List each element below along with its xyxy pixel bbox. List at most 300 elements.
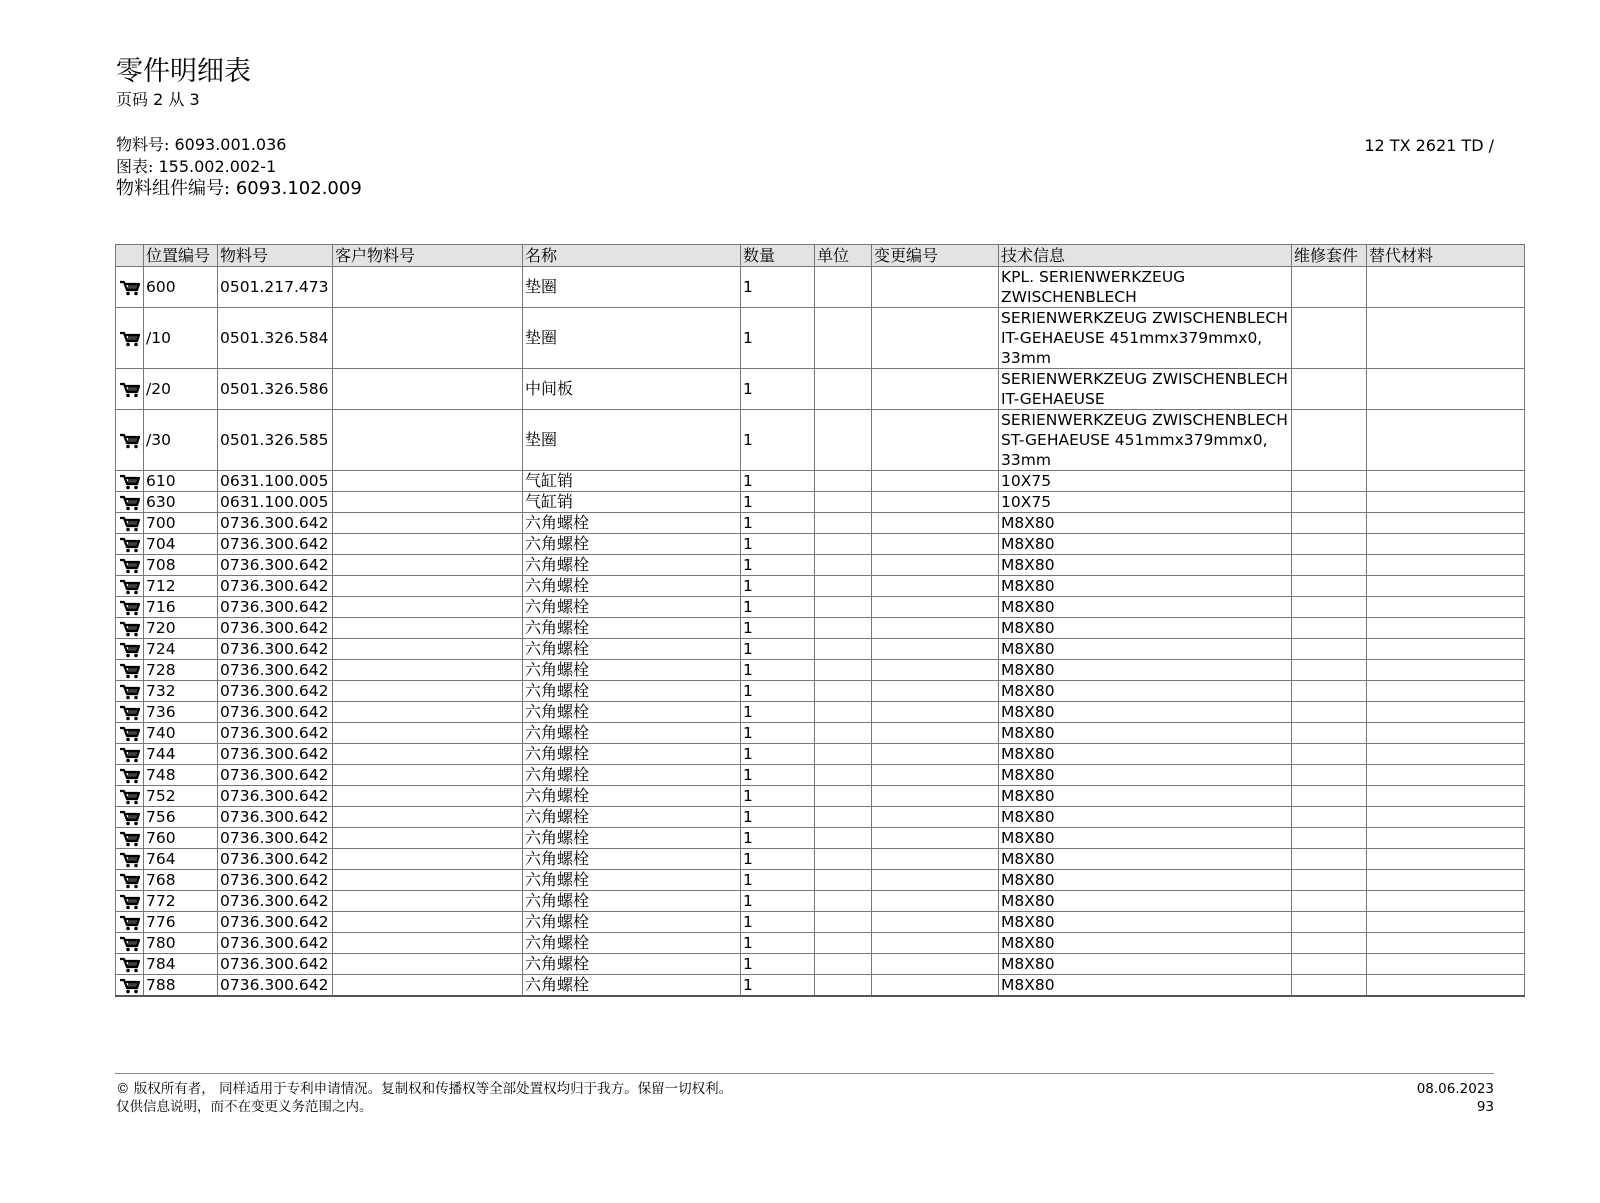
customer-part-number-cell [333,267,523,308]
footer-date: 08.06.2023 [1416,1081,1494,1097]
technical-info-cell: SERIENWERKZEUG ZWISCHENBLECH IT-GEHAEUSE [999,369,1292,410]
change-number-cell [872,410,999,471]
change-number-cell [872,639,999,660]
shopping-cart-icon[interactable] [119,474,141,490]
repair-kit-cell [1292,975,1367,997]
technical-info-cell: SERIENWERKZEUG ZWISCHENBLECH ST-GEHAEUSE 451mmx379mmx0, 33mm [999,410,1292,471]
repair-kit-cell [1292,954,1367,975]
shopping-cart-icon[interactable] [119,789,141,805]
table-row [116,576,1525,597]
unit-cell [815,308,872,369]
part-number-cell: 0736.300.642 [218,513,333,534]
unit-cell [815,702,872,723]
technical-info-cell: 10X75 [999,471,1292,492]
shopping-cart-icon[interactable] [119,382,141,398]
name-cell: 垫圈 [523,410,741,471]
change-number-cell [872,975,999,997]
substitute-cell [1367,891,1525,912]
cart-cell [116,534,144,555]
change-number-cell [872,807,999,828]
position-cell: 732 [144,681,218,702]
change-number-cell [872,308,999,369]
name-cell: 六角螺栓 [523,639,741,660]
repair-kit-cell [1292,410,1367,471]
technical-info-cell: M8X80 [999,639,1292,660]
repair-kit-cell [1292,618,1367,639]
repair-kit-cell [1292,471,1367,492]
repair-kit-cell [1292,912,1367,933]
table-row [116,933,1525,954]
name-cell: 六角螺栓 [523,891,741,912]
cart-cell [116,702,144,723]
shopping-cart-icon[interactable] [119,852,141,868]
position-cell: 748 [144,765,218,786]
cart-cell [116,912,144,933]
repair-kit-cell [1292,744,1367,765]
header-customer-part-number: 客户物料号 [333,245,523,267]
table-row [116,828,1525,849]
drawing-number-line [116,157,276,177]
substitute-cell [1367,933,1525,954]
position-cell: 768 [144,870,218,891]
customer-part-number-cell [333,786,523,807]
quantity-cell: 1 [741,513,815,534]
parts-table [115,244,1525,997]
quantity-cell: 1 [741,308,815,369]
change-number-cell [872,744,999,765]
substitute-cell [1367,597,1525,618]
part-number-cell: 0736.300.642 [218,786,333,807]
table-row [116,410,1525,471]
part-number-cell: 0736.300.642 [218,912,333,933]
page-label: 页码 [116,90,149,109]
part-number-cell: 0736.300.642 [218,933,333,954]
unit-cell [815,618,872,639]
technical-info-cell: M8X80 [999,765,1292,786]
table-row [116,492,1525,513]
customer-part-number-cell [333,702,523,723]
table-row [116,975,1525,997]
repair-kit-cell [1292,555,1367,576]
technical-info-cell: M8X80 [999,576,1292,597]
footer-divider [115,1073,1494,1074]
cart-cell [116,410,144,471]
quantity-cell: 1 [741,933,815,954]
customer-part-number-cell [333,723,523,744]
unit-cell [815,369,872,410]
quantity-cell: 1 [741,618,815,639]
unit-cell [815,660,872,681]
repair-kit-cell [1292,765,1367,786]
cart-cell [116,807,144,828]
quantity-cell: 1 [741,954,815,975]
header-repair-kit: 维修套件 [1292,245,1367,267]
substitute-cell [1367,534,1525,555]
name-cell: 气缸销 [523,492,741,513]
shopping-cart-icon[interactable] [119,642,141,658]
unit-cell [815,723,872,744]
customer-part-number-cell [333,765,523,786]
table-row [116,369,1525,410]
position-cell: /30 [144,410,218,471]
part-number-cell: 0736.300.642 [218,975,333,997]
change-number-cell [872,555,999,576]
shopping-cart-icon[interactable] [119,894,141,910]
part-number-cell: 0736.300.642 [218,639,333,660]
table-row [116,660,1525,681]
substitute-cell [1367,681,1525,702]
table-row [116,267,1525,308]
unit-cell [815,410,872,471]
shopping-cart-icon[interactable] [119,768,141,784]
material-number-line [116,135,286,155]
position-cell: 772 [144,891,218,912]
repair-kit-cell [1292,576,1367,597]
repair-kit-cell [1292,786,1367,807]
change-number-cell [872,954,999,975]
shopping-cart-icon[interactable] [119,537,141,553]
unit-cell [815,534,872,555]
part-number-cell: 0501.217.473 [218,267,333,308]
name-cell: 六角螺栓 [523,744,741,765]
customer-part-number-cell [333,471,523,492]
quantity-cell: 1 [741,807,815,828]
header-substitute: 替代材料 [1367,245,1525,267]
part-number-cell: 0736.300.642 [218,555,333,576]
quantity-cell: 1 [741,912,815,933]
cart-cell [116,492,144,513]
header-cart [116,245,144,267]
substitute-cell [1367,828,1525,849]
change-number-cell [872,471,999,492]
change-number-cell [872,828,999,849]
quantity-cell: 1 [741,267,815,308]
quantity-cell: 1 [741,765,815,786]
table-row [116,870,1525,891]
repair-kit-cell [1292,639,1367,660]
substitute-cell [1367,786,1525,807]
shopping-cart-icon[interactable] [119,810,141,826]
position-cell: 744 [144,744,218,765]
position-cell: 724 [144,639,218,660]
footer-note: 仅供信息说明，而不在变更义务范围之内。 [116,1099,373,1115]
header-technical-info: 技术信息 [999,245,1292,267]
name-cell: 垫圈 [523,308,741,369]
cart-cell [116,639,144,660]
part-number-cell: 0501.326.585 [218,410,333,471]
part-number-cell: 0736.300.642 [218,807,333,828]
name-cell: 六角螺栓 [523,954,741,975]
table-row [116,555,1525,576]
change-number-cell [872,534,999,555]
shopping-cart-icon[interactable] [119,936,141,952]
shopping-cart-icon[interactable] [119,957,141,973]
change-number-cell [872,660,999,681]
unit-cell [815,870,872,891]
name-cell: 垫圈 [523,267,741,308]
cart-cell [116,660,144,681]
cart-cell [116,308,144,369]
footer-copyright: © 版权所有者， 同样适用于专利申请情况。复制权和传播权等全部处置权均归于我方。保留一切权利。 [116,1081,733,1097]
header-part-number: 物料号 [218,245,333,267]
unit-cell [815,891,872,912]
table-row [116,807,1525,828]
part-number-cell: 0736.300.642 [218,681,333,702]
name-cell: 六角螺栓 [523,660,741,681]
cart-cell [116,597,144,618]
substitute-cell [1367,618,1525,639]
drawing-label: 图表: [116,157,154,176]
customer-part-number-cell [333,828,523,849]
quantity-cell: 1 [741,702,815,723]
position-cell: /10 [144,308,218,369]
cart-cell [116,765,144,786]
name-cell: 六角螺栓 [523,870,741,891]
table-row [116,744,1525,765]
quantity-cell: 1 [741,849,815,870]
repair-kit-cell [1292,660,1367,681]
substitute-cell [1367,954,1525,975]
position-cell: 610 [144,471,218,492]
footer-page-number: 93 [1476,1099,1494,1115]
technical-info-cell: M8X80 [999,975,1292,997]
unit-cell [815,849,872,870]
quantity-cell: 1 [741,410,815,471]
change-number-cell [872,891,999,912]
customer-part-number-cell [333,933,523,954]
repair-kit-cell [1292,513,1367,534]
change-number-cell [872,933,999,954]
cart-cell [116,471,144,492]
customer-part-number-cell [333,849,523,870]
quantity-cell: 1 [741,576,815,597]
technical-info-cell: M8X80 [999,681,1292,702]
customer-part-number-cell [333,807,523,828]
cart-cell [116,618,144,639]
part-number-cell: 0736.300.642 [218,954,333,975]
shopping-cart-icon[interactable] [119,663,141,679]
cart-cell [116,513,144,534]
change-number-cell [872,870,999,891]
page-indicator [116,90,200,110]
shopping-cart-icon[interactable] [119,600,141,616]
customer-part-number-cell [333,492,523,513]
quantity-cell: 1 [741,492,815,513]
part-number-cell: 0501.326.586 [218,369,333,410]
part-number-cell: 0736.300.642 [218,618,333,639]
position-cell: 736 [144,702,218,723]
table-row [116,702,1525,723]
part-number-cell: 0736.300.642 [218,723,333,744]
substitute-cell [1367,410,1525,471]
substitute-cell [1367,744,1525,765]
page-of-label: 从 [168,90,185,109]
change-number-cell [872,369,999,410]
quantity-cell: 1 [741,870,815,891]
cart-cell [116,744,144,765]
shopping-cart-icon[interactable] [119,280,141,296]
position-cell: /20 [144,369,218,410]
change-number-cell [872,681,999,702]
position-cell: 700 [144,513,218,534]
part-number-cell: 0736.300.642 [218,702,333,723]
customer-part-number-cell [333,912,523,933]
part-number-cell: 0736.300.642 [218,534,333,555]
shopping-cart-icon[interactable] [119,516,141,532]
name-cell: 六角螺栓 [523,618,741,639]
position-cell: 756 [144,807,218,828]
unit-cell [815,912,872,933]
shopping-cart-icon[interactable] [119,558,141,574]
technical-info-cell: M8X80 [999,723,1292,744]
shopping-cart-icon[interactable] [119,915,141,931]
unit-cell [815,639,872,660]
name-cell: 六角螺栓 [523,681,741,702]
name-cell: 六角螺栓 [523,597,741,618]
material-label: 物料号: [116,135,170,154]
position-cell: 720 [144,618,218,639]
customer-part-number-cell [333,597,523,618]
repair-kit-cell [1292,702,1367,723]
part-number-cell: 0501.326.584 [218,308,333,369]
customer-part-number-cell [333,954,523,975]
substitute-cell [1367,912,1525,933]
customer-part-number-cell [333,975,523,997]
repair-kit-cell [1292,267,1367,308]
substitute-cell [1367,639,1525,660]
unit-cell [815,933,872,954]
quantity-cell: 1 [741,744,815,765]
shopping-cart-icon[interactable] [119,621,141,637]
position-cell: 630 [144,492,218,513]
substitute-cell [1367,576,1525,597]
unit-cell [815,786,872,807]
shopping-cart-icon[interactable] [119,978,141,994]
repair-kit-cell [1292,681,1367,702]
position-cell: 752 [144,786,218,807]
unit-cell [815,513,872,534]
substitute-cell [1367,870,1525,891]
substitute-cell [1367,807,1525,828]
group-label: 物料组件编号: [116,178,231,199]
quantity-cell: 1 [741,534,815,555]
name-cell: 六角螺栓 [523,786,741,807]
name-cell: 气缸销 [523,471,741,492]
substitute-cell [1367,471,1525,492]
position-cell: 760 [144,828,218,849]
name-cell: 中间板 [523,369,741,410]
unit-cell [815,597,872,618]
table-row [116,681,1525,702]
shopping-cart-icon[interactable] [119,433,141,449]
repair-kit-cell [1292,828,1367,849]
name-cell: 六角螺栓 [523,723,741,744]
header-change-number: 变更编号 [872,245,999,267]
position-cell: 740 [144,723,218,744]
technical-info-cell: M8X80 [999,954,1292,975]
technical-info-cell: KPL. SERIENWERKZEUG ZWISCHENBLECH [999,267,1292,308]
customer-part-number-cell [333,744,523,765]
table-row [116,849,1525,870]
name-cell: 六角螺栓 [523,555,741,576]
customer-part-number-cell [333,576,523,597]
group-number-line [116,178,362,200]
technical-info-cell: M8X80 [999,849,1292,870]
part-number-cell: 0736.300.642 [218,744,333,765]
position-cell: 764 [144,849,218,870]
name-cell: 六角螺栓 [523,849,741,870]
cart-cell [116,369,144,410]
part-number-cell: 0736.300.642 [218,765,333,786]
repair-kit-cell [1292,308,1367,369]
repair-kit-cell [1292,369,1367,410]
name-cell: 六角螺栓 [523,807,741,828]
shopping-cart-icon[interactable] [119,331,141,347]
quantity-cell: 1 [741,369,815,410]
technical-info-cell: M8X80 [999,891,1292,912]
shopping-cart-icon[interactable] [119,579,141,595]
substitute-cell [1367,975,1525,997]
shopping-cart-icon[interactable] [119,705,141,721]
part-number-cell: 0736.300.642 [218,849,333,870]
technical-info-cell: M8X80 [999,618,1292,639]
substitute-cell [1367,369,1525,410]
cart-cell [116,891,144,912]
position-cell: 788 [144,975,218,997]
cart-cell [116,267,144,308]
position-cell: 776 [144,912,218,933]
cart-cell [116,849,144,870]
quantity-cell: 1 [741,786,815,807]
header-position: 位置编号 [144,245,218,267]
unit-cell [815,765,872,786]
substitute-cell [1367,765,1525,786]
change-number-cell [872,597,999,618]
customer-part-number-cell [333,660,523,681]
change-number-cell [872,267,999,308]
substitute-cell [1367,513,1525,534]
change-number-cell [872,576,999,597]
quantity-cell: 1 [741,723,815,744]
technical-info-cell: M8X80 [999,807,1292,828]
cart-cell [116,954,144,975]
repair-kit-cell [1292,849,1367,870]
shopping-cart-icon[interactable] [119,495,141,511]
name-cell: 六角螺栓 [523,765,741,786]
model-label: 12 TX 2621 TD / [1364,136,1494,155]
page-current: 2 [153,90,164,109]
substitute-cell [1367,555,1525,576]
cart-cell [116,555,144,576]
shopping-cart-icon[interactable] [119,747,141,763]
name-cell: 六角螺栓 [523,933,741,954]
name-cell: 六角螺栓 [523,975,741,997]
quantity-cell: 1 [741,639,815,660]
shopping-cart-icon[interactable] [119,873,141,889]
position-cell: 728 [144,660,218,681]
shopping-cart-icon[interactable] [119,726,141,742]
shopping-cart-icon[interactable] [119,684,141,700]
technical-info-cell: M8X80 [999,702,1292,723]
header-unit: 单位 [815,245,872,267]
name-cell: 六角螺栓 [523,534,741,555]
shopping-cart-icon[interactable] [119,831,141,847]
table-row [116,534,1525,555]
part-number-cell: 0736.300.642 [218,870,333,891]
repair-kit-cell [1292,870,1367,891]
repair-kit-cell [1292,807,1367,828]
substitute-cell [1367,660,1525,681]
